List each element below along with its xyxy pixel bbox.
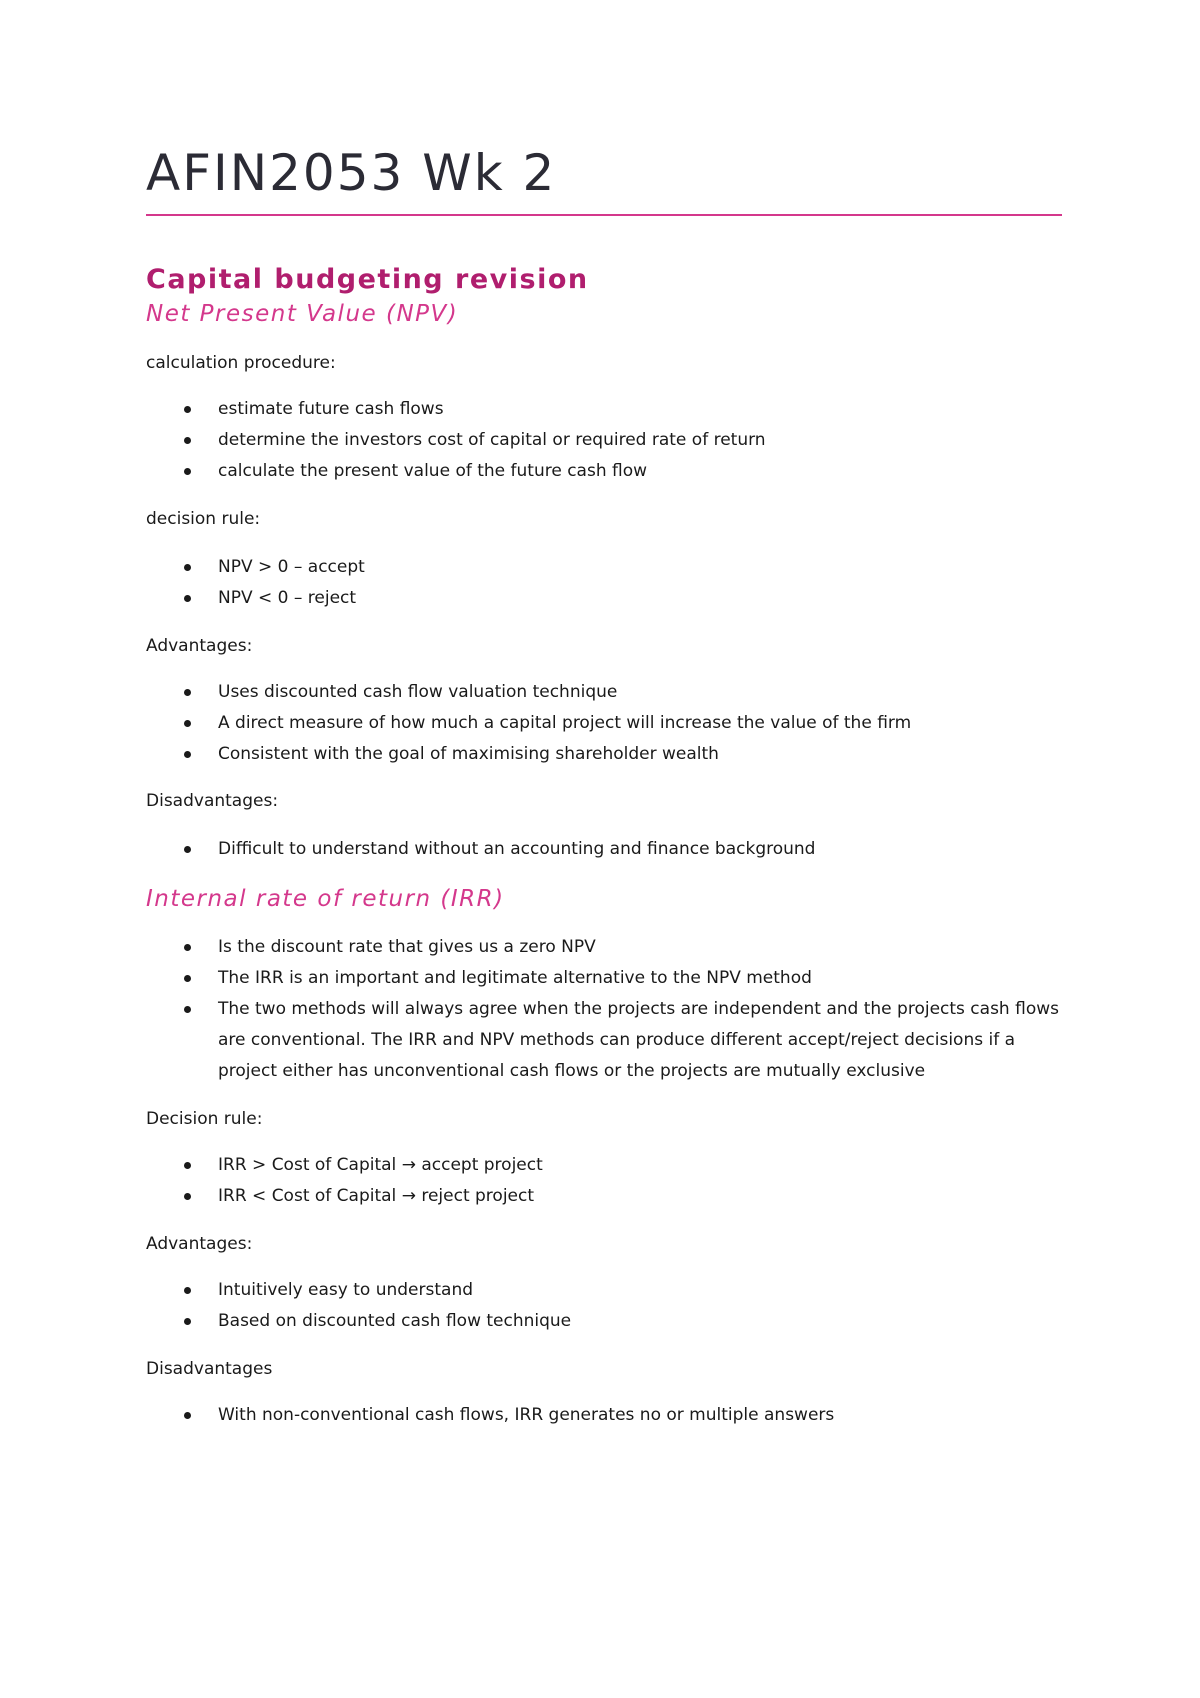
bullet-icon	[184, 1287, 191, 1294]
npv-decision-list	[146, 552, 1062, 614]
list-item: Consistent with the goal of maximising shareholder wealth	[146, 739, 1062, 770]
bullet-icon	[184, 1193, 191, 1200]
bullet-icon	[184, 1412, 191, 1419]
irr-decision-list	[146, 1150, 1062, 1212]
npv-decision-label: decision rule:	[146, 509, 261, 529]
list-item: Difficult to understand without an accounting and finance background	[146, 834, 1062, 865]
list-item: A direct measure of how much a capital project will increase the value of the firm	[146, 708, 1062, 739]
list-item: With non-conventional cash flows, IRR generates no or multiple answers	[146, 1400, 1062, 1431]
bullet-icon	[184, 437, 191, 444]
bullet-icon	[184, 689, 191, 696]
bullet-icon	[184, 751, 191, 758]
bullet-icon	[184, 944, 191, 951]
list-item: Intuitively easy to understand	[146, 1275, 1062, 1306]
bullet-icon	[184, 595, 191, 602]
bullet-icon	[184, 846, 191, 853]
list-item: IRR > Cost of Capital → accept project	[146, 1150, 1062, 1181]
document-title: AFIN2053 Wk 2	[146, 144, 557, 202]
irr-advantages-label: Advantages:	[146, 1234, 253, 1254]
npv-disadvantages-label: Disadvantages:	[146, 791, 279, 811]
npv-procedure-list	[146, 394, 1062, 487]
irr-disadvantages-label: Disadvantages	[146, 1359, 273, 1379]
bullet-icon	[184, 975, 191, 982]
document-body	[146, 262, 1062, 1431]
irr-intro-list	[146, 932, 1062, 1087]
bullet-icon	[184, 1318, 191, 1325]
bullet-icon	[184, 468, 191, 475]
list-item: Is the discount rate that gives us a zero NPV	[146, 932, 1062, 963]
heading-npv: Net Present Value (NPV)	[146, 301, 459, 327]
bullet-icon	[184, 720, 191, 727]
bullet-icon	[184, 1006, 191, 1013]
heading-irr: Internal rate of return (IRR)	[146, 886, 505, 912]
heading-capital-budgeting: Capital budgeting revision	[146, 264, 589, 295]
npv-disadvantages-list	[146, 834, 1062, 865]
list-item: NPV > 0 – accept	[146, 552, 1062, 583]
list-item: determine the investors cost of capital or required rate of return	[146, 425, 1062, 456]
title-divider	[146, 214, 1062, 216]
irr-disadvantages-list	[146, 1400, 1062, 1431]
bullet-icon	[184, 1162, 191, 1169]
list-item: The IRR is an important and legitimate alternative to the NPV method	[146, 963, 1062, 994]
list-item: calculate the present value of the future cash flow	[146, 456, 1062, 487]
list-item: estimate future cash flows	[146, 394, 1062, 425]
list-item: The two methods will always agree when the projects are independent and the projects cash flows are conventional. The IRR and NPV methods can produce different accept/reject decisions if a project either has unconventional cash flows or the projects are mutually exclusive	[146, 994, 1062, 1087]
npv-advantages-list	[146, 677, 1062, 770]
bullet-icon	[184, 564, 191, 571]
list-item: NPV < 0 – reject	[146, 583, 1062, 614]
irr-decision-label: Decision rule:	[146, 1109, 263, 1129]
list-item: Uses discounted cash flow valuation technique	[146, 677, 1062, 708]
npv-procedure-label: calculation procedure:	[146, 353, 336, 373]
npv-advantages-label: Advantages:	[146, 636, 253, 656]
list-item: IRR < Cost of Capital → reject project	[146, 1181, 1062, 1212]
list-item: Based on discounted cash flow technique	[146, 1306, 1062, 1337]
bullet-icon	[184, 406, 191, 413]
irr-advantages-list	[146, 1275, 1062, 1337]
